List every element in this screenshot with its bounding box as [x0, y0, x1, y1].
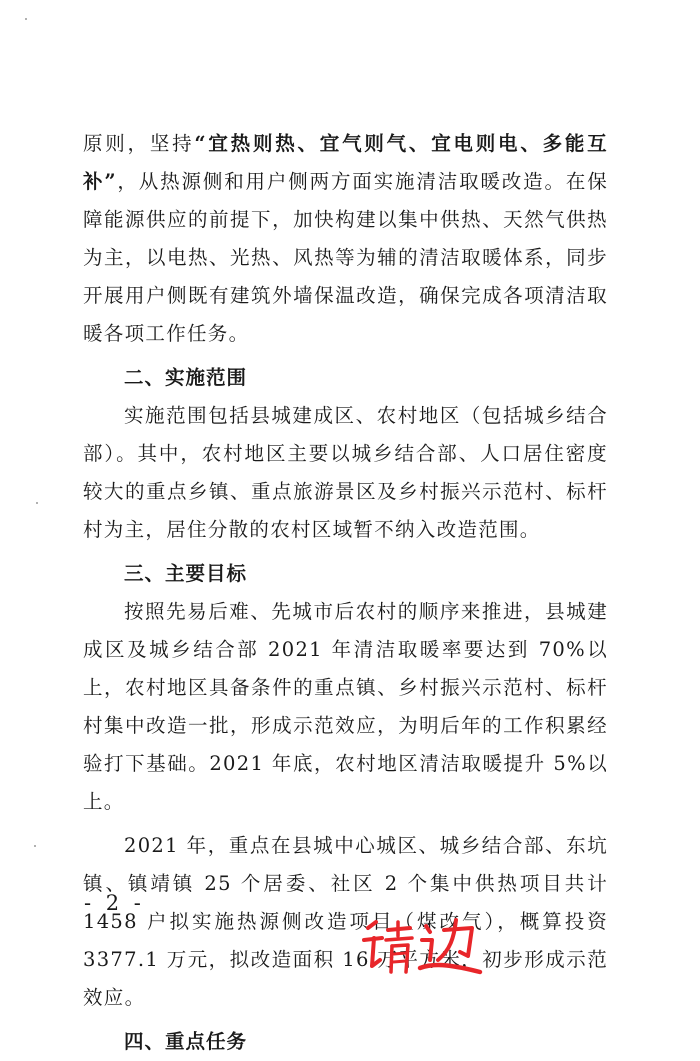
section-heading-goals: 三、主要目标	[124, 562, 248, 585]
principle-paragraph	[83, 125, 608, 353]
goals-paragraph-1: 按照先易后难、先城市后农村的顺序来推进，县城建成区及城乡结合部 2021 年清洁取暖率要达到 70%以上，农村地区具备条件的重点镇、乡村振兴示范村、标杆村集中改造一批，形成示范效应，为明后年的工作积累经验打下基础。2021 年底，农村地区清洁取暖提升 5%以上。	[83, 600, 608, 813]
document-body	[83, 125, 608, 1061]
goals-paragraph-2: 2021 年，重点在县城中心城区、城乡结合部、东坑镇、镇靖镇 25 个居委、社区 2 个集中供热项目共计 1458 户拟实施热源侧改造项目（煤改气），概算投资 3377.1 万元，拟改造面积 16 万平方米，初步形成示范效应。	[83, 834, 608, 1009]
section-heading-tasks: 四、重点任务	[124, 1030, 248, 1053]
scope-paragraph: 实施范围包括县城建成区、农村地区（包括城乡结合部）。其中，农村地区主要以城乡结合部、人口居住密度较大的重点乡镇、重点旅游景区及乡村振兴示范村、标杆村为主，居住分散的农村区域暂不纳入改造范围。	[83, 404, 608, 541]
scan-speck	[34, 845, 36, 847]
principle-post: ，从热源侧和用户侧两方面实施清洁取暖改造。在保障能源供应的前提下，加快构建以集中供热、天然气供热为主，以电热、光热、风热等为辅的清洁取暖体系，同步开展用户侧既有建筑外墙保温改造，确保完成各项清洁取暖各项工作任务。	[83, 170, 608, 345]
page-number: - 2 -	[84, 891, 145, 915]
principle-pre: 原则，坚持	[83, 132, 195, 155]
scan-speck	[25, 18, 27, 20]
scan-speck	[36, 502, 38, 504]
principle-slogan: “宜热则热、宜气则气、宜电则电、多能互补”	[83, 132, 608, 193]
section-heading-scope: 二、实施范围	[124, 366, 248, 389]
red-seal-stamp	[360, 916, 485, 978]
